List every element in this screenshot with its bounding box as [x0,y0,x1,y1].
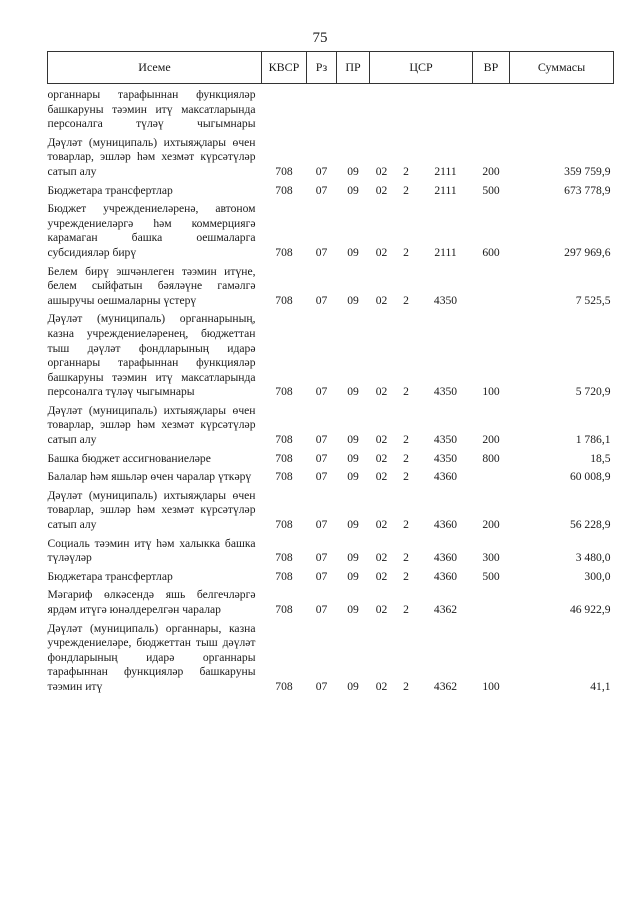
row-name: Дәүләт (муниципаль) ихтыяҗлары өчен товарлар, эшләр һәм хезмәт күрсәтүләр сатып алу [47,135,256,178]
row-vr: 500 [482,569,500,583]
table-row [48,400,614,448]
row-csr-program: 02 [375,518,388,532]
row-name: Мәгариф өлкәсендә яшь белгечләргә ярдәм итүгә юнәлдерелгән чаралар [47,588,256,616]
row-vr: 100 [482,679,500,693]
table-row [48,466,614,485]
row-sum: 297 969,6 [564,245,611,259]
row-csr-code: 4360 [433,518,458,532]
row-name: Дәүләт (муниципаль) ихтыяҗлары өчен товарлар, эшләр һәм хезмәт күрсәтүләр сатып алу [47,488,256,532]
row-name: органнары тарафыннан функцияләр башкаруны тәэмин итү максатларында персоналга түләү чыгымнары [47,88,256,131]
row-name: Дәүләт (муниципаль) ихтыяҗлары өчен товарлар, эшләр һәм хезмәт күрсәтүләр сатып алу [47,403,256,447]
row-rz: 07 [315,518,328,532]
table-row [48,132,614,180]
row-csr-code: 4350 [433,433,458,447]
row-vr: 100 [482,385,500,399]
table-body [48,84,614,695]
row-csr-subprogram: 2 [403,245,409,259]
budget-table [47,51,614,695]
row-name: Башка бюджет ассигнованиеләре [47,451,211,465]
row-csr-program: 02 [375,293,388,307]
table-row [48,618,614,695]
row-name: Бюджет учреждениеләренә, автоном учреждениеләргә һәм коммерциягә карамаган башка оешмаларга субсидияләр бирү [47,202,256,259]
row-rz: 07 [315,164,328,178]
row-sum [510,84,614,132]
row-csr-code: 4360 [433,470,458,484]
row-pr: 09 [347,603,359,616]
row-csr-program: 02 [375,679,388,693]
row-name: Бюджетара трансфертлар [47,569,173,583]
row-csr-subprogram: 2 [403,433,409,447]
row-kvsr: 708 [275,245,293,259]
row-name: Социаль тәэмин итү һәм халыкка башка түләүләр [47,536,256,565]
row-csr-program [370,84,394,132]
row-kvsr: 708 [275,569,293,583]
row-sum: 60 008,9 [569,470,611,484]
row-csr-code: 4350 [433,293,458,307]
row-csr-subprogram: 2 [403,603,409,616]
row-pr: 09 [347,679,359,693]
row-sum: 673 778,9 [564,183,611,197]
row-kvsr: 708 [275,451,293,465]
row-rz: 07 [315,551,328,565]
page-number: 75 [312,30,328,46]
row-pr: 09 [347,551,359,565]
row-kvsr [262,84,307,132]
row-sum: 18,5 [590,451,611,465]
row-csr-subprogram: 2 [403,470,409,484]
table-row [48,485,614,533]
row-name: Белем бирү эшчәнлеген тәэмин итүне, белем сыйфатын бәяләүне гамәлгә ашыручы оешмаларны үстерү [47,264,256,307]
row-csr-subprogram: 2 [403,183,409,197]
row-pr [337,84,370,132]
row-csr-code: 4350 [433,451,458,465]
row-kvsr: 708 [275,518,293,532]
row-rz: 07 [315,293,328,307]
row-csr-program: 02 [375,385,388,399]
table-row [48,533,614,566]
row-vr: 500 [482,183,500,197]
row-vr: 200 [482,518,500,532]
header-vr: ВР [473,52,510,84]
row-rz: 07 [315,451,328,465]
row-rz: 07 [315,569,328,583]
header-sum: Суммасы [510,52,614,84]
row-name: Балалар һәм яшьләр өчен чаралар үткәрү [47,470,252,484]
row-csr-subprogram [394,84,419,132]
row-csr-program: 02 [375,164,388,178]
row-csr-code: 2111 [434,183,457,197]
row-csr-program: 02 [375,551,388,565]
table-row [48,180,614,199]
row-csr-program: 02 [375,603,388,616]
header-name: Исеме [48,52,262,84]
row-csr-code: 4350 [433,385,458,399]
row-vr: 600 [482,245,500,259]
row-csr-code: 2111 [434,164,457,178]
row-sum: 46 922,9 [569,603,611,616]
table-row [48,261,614,309]
row-vr: 200 [482,433,500,447]
row-sum: 5 720,9 [575,385,611,399]
header-pr: ПР [337,52,370,84]
row-rz: 07 [315,245,328,259]
table-row [48,566,614,585]
table-row [48,308,614,400]
row-name: Дәүләт (муниципаль) органнарының, казна учреждениеләренең, бюджеттан тыш дәүләт фондларының идарә органнары тарафыннан функцияләр башкаруны тәэмин итү максатларында персоналга түләү чыгымнары [47,312,256,399]
row-csr-code: 4362 [433,603,458,616]
row-vr: 300 [482,551,500,565]
row-csr-subprogram: 2 [403,293,409,307]
row-csr-program: 02 [375,245,388,259]
row-pr: 09 [347,164,359,178]
row-csr-subprogram: 2 [403,518,409,532]
row-pr: 09 [347,293,359,307]
row-vr [473,261,510,309]
row-pr: 09 [347,569,359,583]
row-pr: 09 [347,183,359,197]
row-csr-subprogram: 2 [403,551,409,565]
row-kvsr: 708 [275,679,293,693]
row-sum: 41,1 [590,679,611,693]
row-rz: 07 [315,679,328,693]
row-vr [473,584,510,617]
row-csr-subprogram: 2 [403,385,409,399]
row-pr: 09 [347,385,359,399]
row-kvsr: 708 [275,183,293,197]
row-vr [473,84,510,132]
row-csr-subprogram: 2 [403,164,409,178]
row-csr-code: 4360 [433,569,458,583]
table-row [48,448,614,467]
row-name: Дәүләт (муниципаль) органнары, казна учреждениеләре, бюджеттан тыш дәүләт фондларының идарә органнары тарафыннан функцияләр башкаруны тәэмин итү [47,621,256,693]
header-kvsr: КВСР [262,52,307,84]
row-sum: 56 228,9 [569,518,611,532]
row-rz: 07 [315,385,328,399]
row-kvsr: 708 [275,433,293,447]
row-pr: 09 [347,470,359,484]
table-row [48,198,614,260]
row-pr: 09 [347,518,359,532]
row-rz: 07 [315,470,328,484]
row-sum: 1 786,1 [575,433,611,447]
row-vr: 200 [482,164,500,178]
row-sum: 7 525,5 [575,293,611,307]
row-rz [307,84,337,132]
row-kvsr: 708 [275,164,293,178]
row-rz: 07 [315,183,328,197]
row-name: Бюджетара трансфертлар [47,183,173,197]
row-vr [473,466,510,485]
row-sum: 300,0 [584,569,611,583]
row-csr-code [419,84,473,132]
row-csr-code: 4360 [433,551,458,565]
row-kvsr: 708 [275,470,293,484]
row-rz: 07 [315,603,328,616]
row-pr: 09 [347,451,359,465]
row-kvsr: 708 [275,293,293,307]
row-csr-program: 02 [375,470,388,484]
row-pr: 09 [347,245,359,259]
table-header [48,52,614,84]
row-kvsr: 708 [275,385,293,399]
row-pr: 09 [347,433,359,447]
row-vr: 800 [482,451,500,465]
row-csr-program: 02 [375,569,388,583]
row-csr-code: 2111 [434,245,457,259]
header-rz: Рз [307,52,337,84]
table-row [48,84,614,132]
row-csr-program: 02 [375,451,388,465]
row-rz: 07 [315,433,328,447]
row-csr-program: 02 [375,183,388,197]
row-sum: 359 759,9 [564,164,611,178]
table-row [48,584,614,617]
row-csr-subprogram: 2 [403,679,409,693]
header-csr: ЦСР [370,52,473,84]
row-csr-program: 02 [375,433,388,447]
row-csr-code: 4362 [433,679,458,693]
row-kvsr: 708 [275,603,293,616]
row-csr-subprogram: 2 [403,569,409,583]
row-kvsr: 708 [275,551,293,565]
row-sum: 3 480,0 [575,551,611,565]
row-csr-subprogram: 2 [403,451,409,465]
